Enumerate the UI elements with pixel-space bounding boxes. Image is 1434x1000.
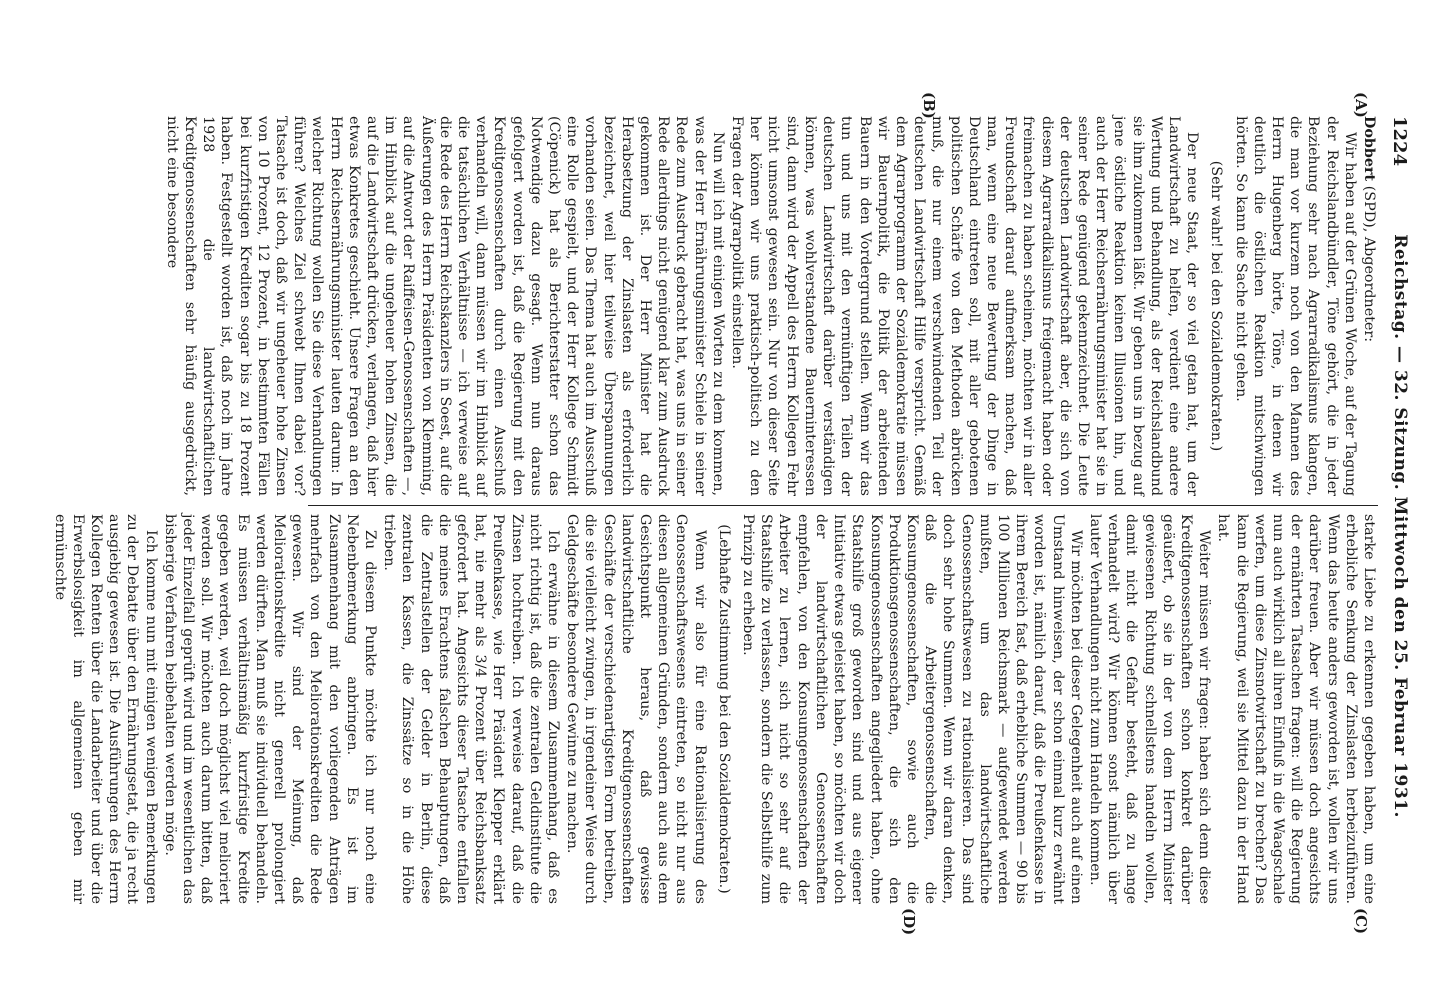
interjection: (Lebhafte Zustimmung bei den Sozialdemokraten.) [715,524,732,894]
interjection: (Sehr wahr! bei den Sozialdemokraten.) [1208,160,1225,452]
margin-marker-d: (D) [900,908,918,936]
paragraph: starke Liebe zu erkennen gegeben haben, um eine erhebliche Senkung der Zinslasten herbeizuführen. Wenn das heute anders geworden ist, wollen wir uns darüber freuen. Aber wir müssen doch angesichts der ernährten Tatsachen fragen: will die Regierung nun auch wirklich all ihren Einfluß in die Waagschale werfen, um diese Zinsnotwirtschaft zu brechen? Das kann die Regierung, weil sie Mittel dazu in der Hand hat. [1215,514,1377,904]
margin-marker-c: (C) [1352,908,1370,935]
page-header [1386,116,1414,886]
paragraph: Ich erwähne in diesem Zusammenhang, daß es nicht richtig ist, daß die zentralen Geldinstitute die Zinsen hochtreiben. Ich verweise darauf, daß die Preußenkasse, wie Herr Präsident Klepper erklärt hat, nie mehr als 3/4 Prozent über Reichsbanksatz gefordert hat. Angesichts dieser Tatsache entfallen die meines Erachtens falschen Behauptungen, daß die Zentralstellen der Gelder in Berlin, diese zentralen Kassen, die Zinssätze so in die Höhe trieben. [381,514,562,904]
speaker-party: (SPD), Abgeordneter: [1361,181,1377,343]
page-number: 1224 [1389,116,1411,167]
margin-marker-a: (A) [1352,92,1370,118]
right-column [51,514,1378,904]
left-column [163,116,1378,496]
paragraph: Der neue Staat, der so viel getan hat, um der Landwirtschaft zu helfen, verdient eine andere Wertung und Behandlung, als der Reichslandbund sie ihm zukommen läßt. Wir geben uns in bezug auf jene östliche Reaktion keinen Illusionen hin, und auch der Herr Reichsernährungsminister hat sie in seiner Rede genügend gekennzeichnet. Die Leute der deutschen Landwirtschaft aber, die sich von diesem Agrarradikalismus freigemacht haben oder freimachen zu haben scheinen, möchten wir in aller Freundschaft darauf aufmerksam machen, daß man, wenn eine neue Bewertung der Dinge in Deutschland eintreten soll, mit aller gebotenen politischen Schärfe von den Methoden abrücken muß, die nur einem verschwindenden Teil der deutschen Landwirtschaft Hilfe verspricht. Gemäß dem Agrarprogramm der Sozialdemokratie müssen wir Bauernpolitik, die Politik der arbeitenden Bauern in den Vordergrund stellen. Wenn wir das tun und uns mit den vernünftigen Teilen der deutschen Landwirtschaft darüber verständigen können, was wohlverstandene Bauerninteressen sind, dann wird der Appell des Herrn Kollegen Fehr nicht umsonst gewesen sein. Nur von dieser Seite her können wir uns praktisch-politisch zu den Fragen der Agrarpolitik einstellen. [729,116,1201,496]
page-title: Reichstag. — 32. Sitzung. Mittwoch den 25. Februar 1931. [1390,234,1410,818]
paragraph: Zu diesem Punkte möchte ich nur noch eine Nebenbemerkung anbringen. Es ist im Zusammenhang mit den vorliegenden Anträgen mehrfach von den Meliorationskrediten die Rede gewesen. Wir sind der Meinung, daß Meliorationskredite nicht generell prolongiert werden dürften. Man muß sie individuell behandeln. Es müssen verhältnismäßig kurzfristige Kredite gegeben werden, weil doch möglichst viel melioriert werden soll. Wir möchten auch darum bitten, daß jeder Einzelfall geprüft wird und im wesentlichen das bisherige Verfahren beibehalten werden möge. [161,514,379,904]
speaker-name: Dobbert [1361,116,1377,182]
paragraph: Nun will ich mit einigen Worten zu dem kommen, was der Herr Ernährungsminister Schiele in seiner Rede zum Ausdruck gebracht hat, was uns in seiner Rede allerdings nicht genügend klar zum Ausdruck gekommen ist. Der Herr Minister hat die Herabsetzung der Zinslasten als erforderlich bezeichnet, weil hier teilweise Überspannungen vorhanden seien. Das Thema hat auch im Ausschuß eine Rolle gespielt, und der Herr Kollege Schmidt (Cöpenick) hat als Berichterstatter schon das Notwendige dazu gesagt. Wenn nun daraus gefolgert worden ist, daß die Regierung mit den Kreditgenossenschaften durch einen Ausschuß verhandeln will, dann müssen wir im Hinblick auf die tatsächlichen Verhältnisse — ich verweise auf die Rede des Herrn Reichskanzlers in Soest, auf die Äußerungen des Herrn Präsidenten von Klemming, auf die Antwort der Raiffeisen-Genossenschaften —, im Hinblick auf die ungeheuer hohen Zinsen, die auf die Landwirtschaft drücken, verlangen, daß hier etwas Konkretes geschieht. Unsere Fragen an den Herrn Reichsernährungsminister lauten darum: In welcher Richtung wollen Sie diese Verhandlungen führen? Welches Ziel schwebt Ihnen dabei vor? Tatsache ist doch, daß wir ungeheuer hohe Zinsen von 10 Prozent, 12 Prozent, in bestimmten Fällen bei kurzfristigen Krediten sogar bis zu 18 Prozent haben. Festgestellt worden ist, daß noch im Jahre 1928 die landwirtschaftlichen Kreditgenossenschaften sehr häufig ausgedrückt, nicht eine besondere [163,116,726,496]
paragraph: Ich komme nun mit einigen wenigen Bemerkungen zu der Debatte über den Ernährungsetat, die ja recht ausgiebig gewesen ist. Die Ausführungen des Herrn Kollegen Renten über die Landarbeiter und über die Erwerbslosigkeit im allgemeinen geben mir ermünschte [51,514,159,904]
paragraph: Wir möchten bei dieser Gelegenheit auch auf einen Umstand hinweisen, der schon einmal kurz erwähnt worden ist, nämlich darauf, daß die Preußenkasse in ihrem Bereich fast, daß erhebliche Summen — 90 bis 100 Millionen Reichsmark — aufgewendet werden mußten, um das landwirtschaftliche Genossenschaftswesen zu rationalisieren. Das sind doch sehr hohe Summen. Wenn wir daran denken, daß die Arbeitergenossenschaften, die Konsumgenossenschaften, sowie auch die Produktionsgenossenschaften, die sich den Konsumgenossenschaften angegliedert haben, ohne Staatshilfe groß geworden sind und aus eigener Initiative etwas geleistet haben, so möchten wir doch der landwirtschaftlichen Genossenschaften empfehlen, von den Konsumgenossenschaften der Arbeiter zu lernen, sich nicht so sehr auf die Staatshilfe zu verlassen, sondern die Selbsthilfe zum Prinzip zu erheben. [740,514,1084,904]
paragraph: Weiter müssen wir fragen: haben sich denn diese Kreditgenossenschaften schon konkret darüber geäußert, ob sie in der von dem Herrn Minister gewiesenen Richtung schnellstens handeln wollen, damit nicht die Gefahr besteht, daß zu lange verhandelt wird? Wir können sonst nämlich über lauter Verhandlungen nicht zum Handeln kommen. [1086,514,1213,904]
margin-marker-b: (B) [920,92,938,119]
column-divider [308,505,1378,506]
speaker-line [1360,116,1378,496]
paragraph: Wenn wir also für eine Rationalisierung des Genossenschaftswesens eintreten, so nicht nur aus diesen allgemeinen Gründen, sondern auch aus dem Gesichtspunkt heraus, daß gewisse landwirtschaftliche Kreditgenossenschaften Geschäfte der verschiedenartigsten Form betreiben, die sie vielleicht zwingen, in irgendeiner Weise durch Geldgeschäfte besondere Gewinne zu machen. [564,514,708,904]
paragraph: Wir haben auf der Grünen Woche, auf der Tagung der Reichslandbündler, Töne gehört, die in jeder Beziehung sehr nach Agrarradikalismus klangen, die man vor kurzem noch von den Mannen des Herrn Hugenberg hörte, Töne, in denen wir deutlich die östlichen Reaktion mitschwingen hörten. So kann die Sache nicht gehen. [1232,116,1358,496]
